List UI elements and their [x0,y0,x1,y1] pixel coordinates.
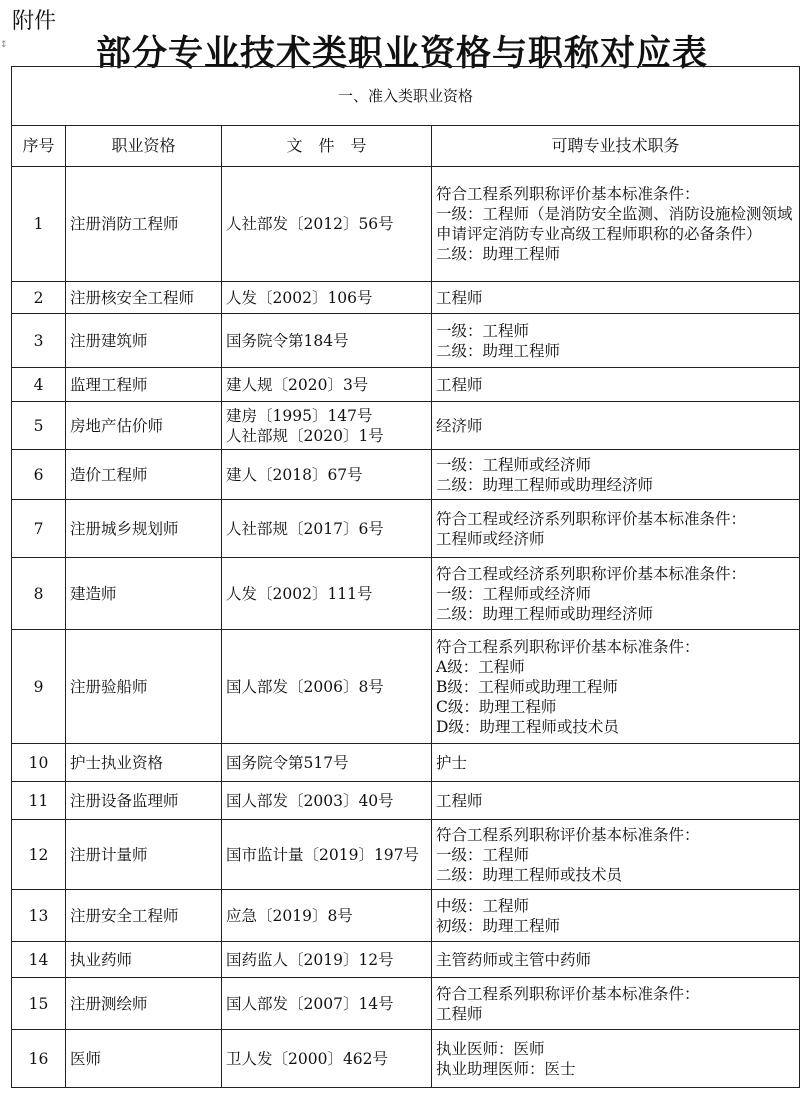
position-line: 执业医师：医师 [436,1039,545,1058]
row-number: 10 [12,744,66,782]
position-cell [432,820,800,890]
position-line: 一级：工程师或经济师 [436,455,592,474]
table-row [12,1030,800,1088]
document-number: 国市监计量〔2019〕197号 [226,845,420,864]
document-number: 国务院令第184号 [226,331,349,350]
qualification-name: 注册验船师 [66,630,222,744]
position-line: 护士 [436,753,468,772]
document-number: 建房〔1995〕147号 [226,406,373,425]
document-number-cell [222,450,432,500]
position-line: 符合工程或经济系列职称评价基本标准条件： [436,564,747,583]
table-row [12,450,800,500]
position-cell [432,978,800,1030]
document-number-cell [222,368,432,402]
row-number: 11 [12,782,66,820]
attachment-label: 附件 [12,9,57,34]
section-title: 一、准入类职业资格 [12,67,800,126]
position-cell [432,282,800,314]
position-cell [432,402,800,450]
document-number-cell [222,558,432,630]
table-row [12,820,800,890]
qualification-name: 执业药师 [66,942,222,978]
document-number: 国药监人〔2019〕12号 [226,950,394,969]
position-cell [432,500,800,558]
position-cell [432,630,800,744]
position-line: 符合工程或经济系列职称评价基本标准条件： [436,509,747,528]
position-line: 二级：助理工程师或技术员 [436,865,623,884]
document-number: 人发〔2002〕111号 [226,584,373,603]
table-row [12,167,800,282]
table-row [12,282,800,314]
position-line: D级：助理工程师或技术员 [436,717,619,736]
position-line: 主管药师或主管中药师 [436,950,592,969]
document-number: 卫人发〔2000〕462号 [226,1049,389,1068]
document-number-cell [222,890,432,942]
document-number-cell [222,978,432,1030]
position-cell [432,890,800,942]
row-number: 3 [12,314,66,368]
document-number-cell [222,782,432,820]
table-row [12,558,800,630]
table-row [12,630,800,744]
document-number-cell [222,744,432,782]
position-cell [432,167,800,282]
qualification-name: 注册消防工程师 [66,167,222,282]
section-row [12,67,800,126]
qualification-name: 造价工程师 [66,450,222,500]
position-cell [432,314,800,368]
row-number: 2 [12,282,66,314]
qualification-name: 注册测绘师 [66,978,222,1030]
document-number-cell [222,820,432,890]
document-number: 建人〔2018〕67号 [226,465,363,484]
row-number: 9 [12,630,66,744]
position-line: 工程师 [436,791,483,810]
position-cell [432,942,800,978]
qualification-name: 护士执业资格 [66,744,222,782]
position-line: B级：工程师或助理工程师 [436,677,618,696]
document-number-cell [222,500,432,558]
position-cell [432,558,800,630]
document-number-cell [222,630,432,744]
row-number: 12 [12,820,66,890]
position-line: 一级：工程师 [436,321,530,340]
document-number-cell [222,402,432,450]
document-number: 国人部发〔2003〕40号 [226,791,394,810]
table-row [12,890,800,942]
qualification-name: 注册城乡规划师 [66,500,222,558]
row-number: 15 [12,978,66,1030]
qualification-name: 注册计量师 [66,820,222,890]
position-line: 一级：工程师或经济师 [436,584,592,603]
row-number: 16 [12,1030,66,1088]
position-line: 一级：工程师（是消防安全监测、消防设施检测领域申请评定消防专业高级工程师职称的必备条件） [436,205,793,243]
position-line: 执业助理医师：医士 [436,1059,576,1078]
position-line: 工程师 [436,288,483,307]
row-number: 13 [12,890,66,942]
row-number: 6 [12,450,66,500]
position-line: C级：助理工程师 [436,697,557,716]
document-number-cell [222,942,432,978]
position-line: 工程师或经济师 [436,529,545,548]
position-line: 二级：助理工程师或助理经济师 [436,604,654,623]
position-line: 二级：助理工程师或助理经济师 [436,475,654,494]
position-cell [432,368,800,402]
position-line: 中级：工程师 [436,896,530,915]
position-line: 二级：助理工程师 [436,341,561,360]
qualification-name: 注册建筑师 [66,314,222,368]
document-title: 部分专业技术类职业资格与职称对应表 [95,34,708,74]
row-number: 4 [12,368,66,402]
row-number: 7 [12,500,66,558]
qualification-name: 监理工程师 [66,368,222,402]
document-number-cell [222,167,432,282]
table-row [12,402,800,450]
document-number: 人社部规〔2020〕1号 [226,426,384,445]
qualification-name: 注册核安全工程师 [66,282,222,314]
table-row [12,782,800,820]
table-row [12,978,800,1030]
row-number: 5 [12,402,66,450]
table-row [12,942,800,978]
table-row [12,744,800,782]
table-row [12,368,800,402]
left-edge-marker: ↕ [0,40,8,50]
qualification-name: 建造师 [66,558,222,630]
position-cell [432,1030,800,1088]
header-no: 序号 [12,126,66,167]
document-number: 人社部规〔2017〕6号 [226,519,384,538]
qualification-table [11,66,800,1088]
position-line: 工程师 [436,1004,483,1023]
header-position: 可聘专业技术职务 [432,126,800,167]
qualification-name: 注册设备监理师 [66,782,222,820]
position-line: 二级：助理工程师 [436,245,561,263]
document-number: 人发〔2002〕106号 [226,288,373,307]
position-line: 符合工程系列职称评价基本标准条件： [436,185,700,203]
position-line: A级：工程师 [436,657,525,676]
document-number: 人社部发〔2012〕56号 [226,215,394,233]
document-number: 应急〔2019〕8号 [226,906,353,925]
document-number-cell [222,1030,432,1088]
position-line: 经济师 [436,416,483,435]
position-line: 初级：助理工程师 [436,916,561,935]
header-row [12,126,800,167]
qualification-name: 医师 [66,1030,222,1088]
document-number-cell [222,282,432,314]
table-row [12,500,800,558]
header-qualification: 职业资格 [66,126,222,167]
document-number: 国务院令第517号 [226,753,349,772]
position-line: 一级：工程师 [436,845,530,864]
qualification-name: 注册安全工程师 [66,890,222,942]
position-line: 符合工程系列职称评价基本标准条件： [436,984,700,1003]
position-line: 符合工程系列职称评价基本标准条件： [436,825,700,844]
document-number: 建人规〔2020〕3号 [226,375,369,394]
table-row [12,314,800,368]
position-line: 工程师 [436,375,483,394]
position-line: 符合工程系列职称评价基本标准条件： [436,637,700,656]
position-cell [432,744,800,782]
document-number: 国人部发〔2007〕14号 [226,994,394,1013]
qualification-name: 房地产估价师 [66,402,222,450]
row-number: 1 [12,167,66,282]
row-number: 14 [12,942,66,978]
document-number-cell [222,314,432,368]
row-number: 8 [12,558,66,630]
header-document: 文 件 号 [222,126,432,167]
position-cell [432,450,800,500]
position-cell [432,782,800,820]
document-number: 国人部发〔2006〕8号 [226,677,384,696]
